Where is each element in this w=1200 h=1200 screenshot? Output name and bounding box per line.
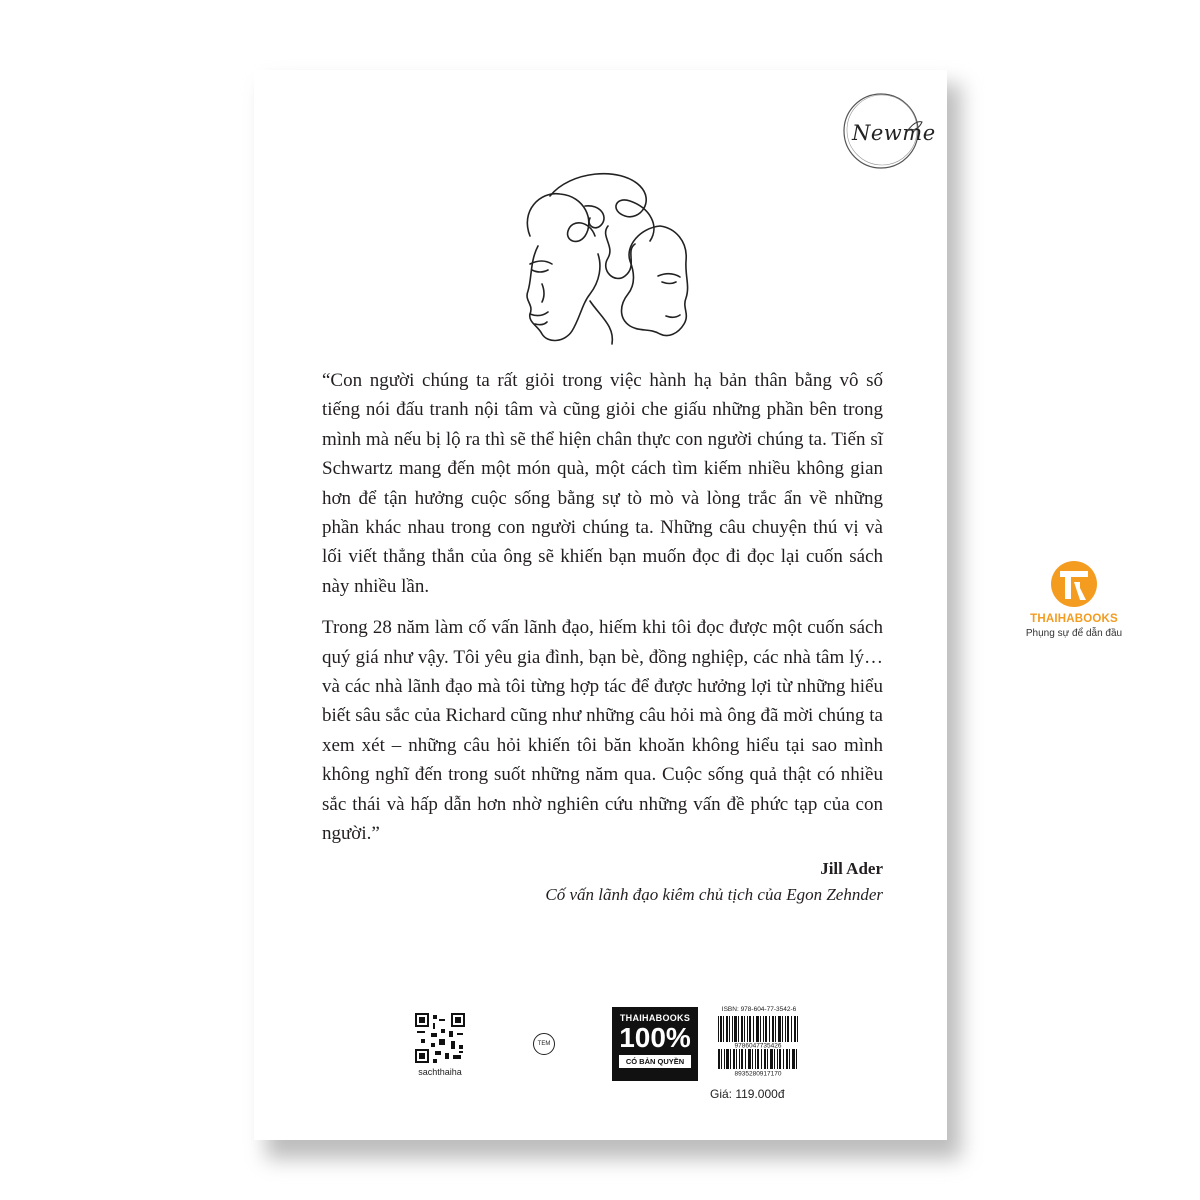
qr-code-label: sachthaiha bbox=[418, 1067, 462, 1077]
brand-tagline: Phụng sự để dẫn đầu bbox=[1025, 628, 1123, 639]
barcode-icon bbox=[716, 1016, 801, 1076]
endorsement-quote bbox=[322, 366, 883, 849]
quote-paragraph: Trong 28 năm làm cố vấn lãnh đạo, hiếm khi tôi đọc được một cuốn sách quý giá như vậy. Tôi yêu gia đình, bạn bè, đồng nghiệp, các nhà tâm lý… và các nhà lãnh đạo mà tôi từng hợp tác để được hưởng lợi từ những hiểu biết sâu sắc của Richard cũng như những câu hỏi mà ông đã mời chúng ta xem xét – những câu hỏi khiến tôi băn khoăn không hiểu tại sao mình không nghĩ đến trong suốt những năm qua. Cuộc sống quả thật có nhiều sắc thái và hấp dẫn hơn nhờ nghiên cứu những vấn đề phức tạp của con người.” bbox=[322, 617, 883, 845]
price-label: Giá: 119.000đ bbox=[710, 1087, 785, 1101]
badge-caption: CÓ BẢN QUYỀN bbox=[619, 1055, 691, 1068]
qr-code-icon bbox=[415, 1013, 465, 1063]
thaihabooks-watermark bbox=[1016, 560, 1132, 644]
publisher-logo-text: Newme bbox=[852, 121, 936, 145]
book-back-cover bbox=[254, 70, 947, 1140]
brand-name: THAIHABOOKS bbox=[1030, 613, 1118, 625]
barcode-number: 9786047735426 bbox=[734, 1042, 782, 1050]
line-art-faces-icon bbox=[490, 166, 710, 356]
stamp-placeholder: TEM bbox=[533, 1033, 555, 1055]
quote-paragraph: “Con người chúng ta rất giỏi trong việc hành hạ bản thân bằng vô số tiếng nói đấu tranh nội tâm và cũng giỏi che giấu những phần bên trong mình mà nếu bị lộ ra thì sẽ thể hiện chân thực con người chúng ta. Tiến sĩ Schwartz mang đến một món quà, một cách tìm kiếm nhiều không gian hơn để tận hưởng cuộc sống bằng sự tò mò và lòng trắc ẩn về những phần khác nhau trong con người chúng ta. Những câu chuyện thú vị và lối viết thẳng thắn của ông sẽ khiến bạn muốn đọc đi đọc lại cuốn sách này nhiều lần. bbox=[322, 370, 883, 597]
isbn-label: ISBN: 978-604-77-3542-6 bbox=[721, 1006, 797, 1013]
quote-author: Jill Ader bbox=[820, 859, 883, 878]
quote-author-role: Cố vấn lãnh đạo kiêm chủ tịch của Egon Zehnder bbox=[545, 885, 883, 904]
thaihabooks-logo-icon bbox=[1050, 560, 1098, 608]
barcode-number: 8935280917170 bbox=[734, 1070, 782, 1076]
copyright-badge bbox=[612, 1007, 698, 1081]
badge-brand: THAIHABOOKS bbox=[619, 1013, 691, 1023]
badge-percent: 100% bbox=[619, 1022, 691, 1053]
